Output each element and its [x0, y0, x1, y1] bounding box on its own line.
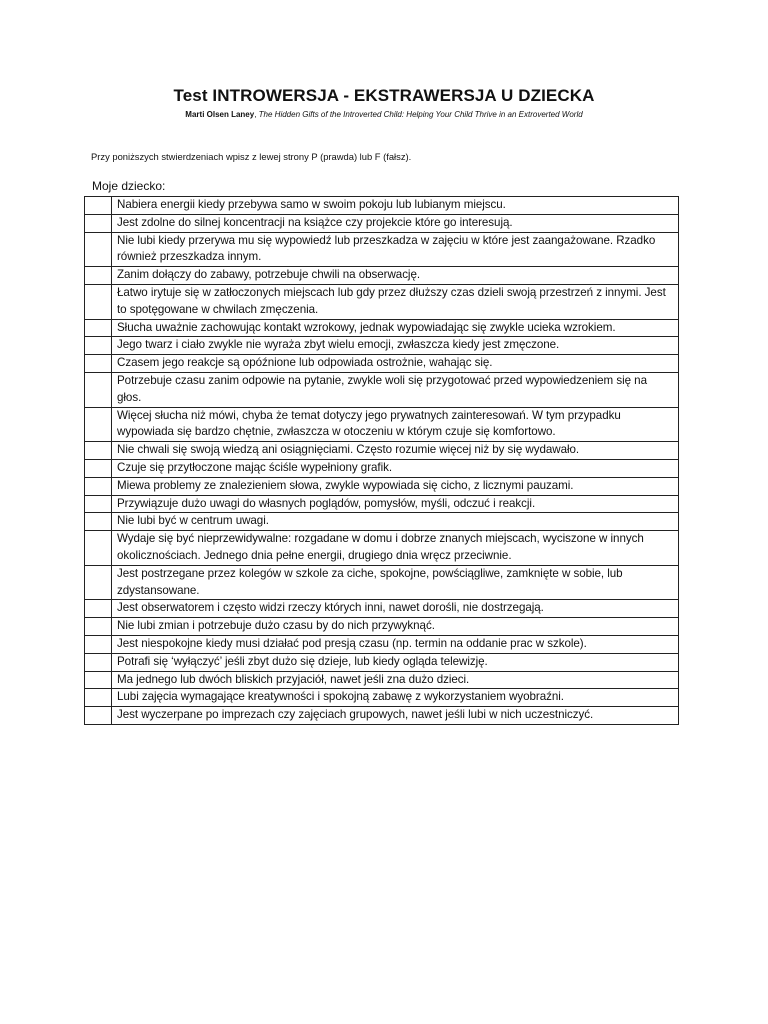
- statement-row: [85, 337, 679, 355]
- statement-text: Jest zdolne do silnej koncentracji na książce czy projekcie które go interesują.: [112, 214, 679, 232]
- statement-row: [85, 600, 679, 618]
- answer-cell[interactable]: [85, 267, 112, 285]
- statement-row: [85, 689, 679, 707]
- statement-text: Jest niespokojne kiedy musi działać pod presją czasu (np. termin na oddanie prac w szkole).: [112, 635, 679, 653]
- statement-row: [85, 707, 679, 725]
- answer-cell[interactable]: [85, 689, 112, 707]
- statements-table: [84, 196, 679, 725]
- statement-row: [85, 214, 679, 232]
- statement-text: Słucha uważnie zachowując kontakt wzrokowy, jednak wypowiadając się zwykle ucieka wzrokiem.: [112, 319, 679, 337]
- statement-row: [85, 355, 679, 373]
- statement-row: [85, 407, 679, 442]
- answer-cell[interactable]: [85, 531, 112, 566]
- statement-text: Zanim dołączy do zabawy, potrzebuje chwili na obserwację.: [112, 267, 679, 285]
- statement-text: Nie lubi być w centrum uwagi.: [112, 513, 679, 531]
- answer-cell[interactable]: [85, 565, 112, 600]
- subject-label: Moje dziecko:: [92, 179, 166, 193]
- page-title: Test INTROWERSJA - EKSTRAWERSJA U DZIECKA: [173, 86, 595, 105]
- statement-row: [85, 459, 679, 477]
- answer-cell[interactable]: [85, 337, 112, 355]
- statement-row: [85, 232, 679, 267]
- answer-cell[interactable]: [85, 319, 112, 337]
- statement-text: Miewa problemy ze znalezieniem słowa, zwykle wypowiada się cicho, z licznymi pauzami.: [112, 477, 679, 495]
- answer-cell[interactable]: [85, 284, 112, 319]
- statement-text: Jest postrzegane przez kolegów w szkole za ciche, spokojne, powściągliwe, zamknięte w sobie, lub zdystansowane.: [112, 565, 679, 600]
- answer-cell[interactable]: [85, 618, 112, 636]
- statement-text: Czasem jego reakcje są opóźnione lub odpowiada ostrożnie, wahając się.: [112, 355, 679, 373]
- answer-cell[interactable]: [85, 600, 112, 618]
- statements-table-body: [85, 197, 679, 725]
- statement-row: [85, 477, 679, 495]
- citation-separator: ,: [254, 110, 259, 119]
- statement-row: [85, 372, 679, 407]
- statement-row: [85, 197, 679, 215]
- statement-row: [85, 565, 679, 600]
- citation-book-title: The Hidden Gifts of the Introverted Child: Helping Your Child Thrive in an Extroverted World: [258, 110, 583, 119]
- statement-text: Czuje się przytłoczone mając ściśle wypełniony grafik.: [112, 459, 679, 477]
- answer-cell[interactable]: [85, 372, 112, 407]
- answer-cell[interactable]: [85, 635, 112, 653]
- statement-row: [85, 319, 679, 337]
- statement-text: Jest obserwatorem i często widzi rzeczy których inni, nawet dorośli, nie dostrzegają.: [112, 600, 679, 618]
- statement-text: Nie chwali się swoją wiedzą ani osiągnięciami. Często rozumie więcej niż by się wydawało.: [112, 442, 679, 460]
- statement-text: Jest wyczerpane po imprezach czy zajęciach grupowych, nawet jeśli lubi w nich uczestniczyć.: [112, 707, 679, 725]
- statement-row: [85, 653, 679, 671]
- statement-row: [85, 531, 679, 566]
- citation-author: Marti Olsen Laney: [185, 110, 255, 119]
- statement-row: [85, 618, 679, 636]
- answer-cell[interactable]: [85, 707, 112, 725]
- answer-cell[interactable]: [85, 407, 112, 442]
- statement-text: Potrafi się ‘wyłączyć’ jeśli zbyt dużo się dzieje, lub kiedy ogląda telewizję.: [112, 653, 679, 671]
- statement-row: [85, 671, 679, 689]
- statement-text: Nie lubi zmian i potrzebuje dużo czasu by do nich przywyknąć.: [112, 618, 679, 636]
- statement-row: [85, 284, 679, 319]
- statement-text: Jego twarz i ciało zwykle nie wyraża zbyt wielu emocji, zwłaszcza kiedy jest zmęczone.: [112, 337, 679, 355]
- statement-row: [85, 635, 679, 653]
- answer-cell[interactable]: [85, 214, 112, 232]
- statement-text: Potrzebuje czasu zanim odpowie na pytanie, zwykle woli się przygotować przed wypowiedzeniem się na głos.: [112, 372, 679, 407]
- statement-text: Wydaje się być nieprzewidywalne: rozgadane w domu i dobrze znanych miejscach, wyciszone w innych okolicznościach. Jednego dnia pełne energii, drugiego dnia wręcz przeciwnie.: [112, 531, 679, 566]
- statement-text: Nabiera energii kiedy przebywa samo w swoim pokoju lub lubianym miejscu.: [112, 197, 679, 215]
- instructions-text: Przy poniższych stwierdzeniach wpisz z lewej strony P (prawda) lub F (fałsz).: [91, 151, 412, 162]
- statement-text: Ma jednego lub dwóch bliskich przyjaciół, nawet jeśli zna dużo dzieci.: [112, 671, 679, 689]
- answer-cell[interactable]: [85, 459, 112, 477]
- answer-cell[interactable]: [85, 495, 112, 513]
- answer-cell[interactable]: [85, 477, 112, 495]
- statement-row: [85, 267, 679, 285]
- answer-cell[interactable]: [85, 513, 112, 531]
- statement-text: Lubi zajęcia wymagające kreatywności i spokojną zabawę z wykorzystaniem wyobraźni.: [112, 689, 679, 707]
- answer-cell[interactable]: [85, 442, 112, 460]
- source-citation: [0, 110, 768, 119]
- statement-text: Nie lubi kiedy przerywa mu się wypowiedź lub przeszkadza w zajęciu w które jest zaangażowane. Rzadko również przeszkadza innym.: [112, 232, 679, 267]
- statement-row: [85, 495, 679, 513]
- answer-cell[interactable]: [85, 197, 112, 215]
- answer-cell[interactable]: [85, 671, 112, 689]
- answer-cell[interactable]: [85, 232, 112, 267]
- statement-text: Łatwo irytuje się w zatłoczonych miejscach lub gdy przez dłuższy czas dzieli swoją przestrzeń z innymi. Jest to spotęgowane w chwilach zmęczenia.: [112, 284, 679, 319]
- statement-row: [85, 442, 679, 460]
- answer-cell[interactable]: [85, 355, 112, 373]
- statement-text: Przywiązuje dużo uwagi do własnych poglądów, pomysłów, myśli, odczuć i reakcji.: [112, 495, 679, 513]
- statement-text: Więcej słucha niż mówi, chyba że temat dotyczy jego prywatnych zainteresowań. W tym przypadku wypowiada się bardzo chętnie, zwłaszcza w otoczeniu w którym czuje się komfortowo.: [112, 407, 679, 442]
- statement-row: [85, 513, 679, 531]
- answer-cell[interactable]: [85, 653, 112, 671]
